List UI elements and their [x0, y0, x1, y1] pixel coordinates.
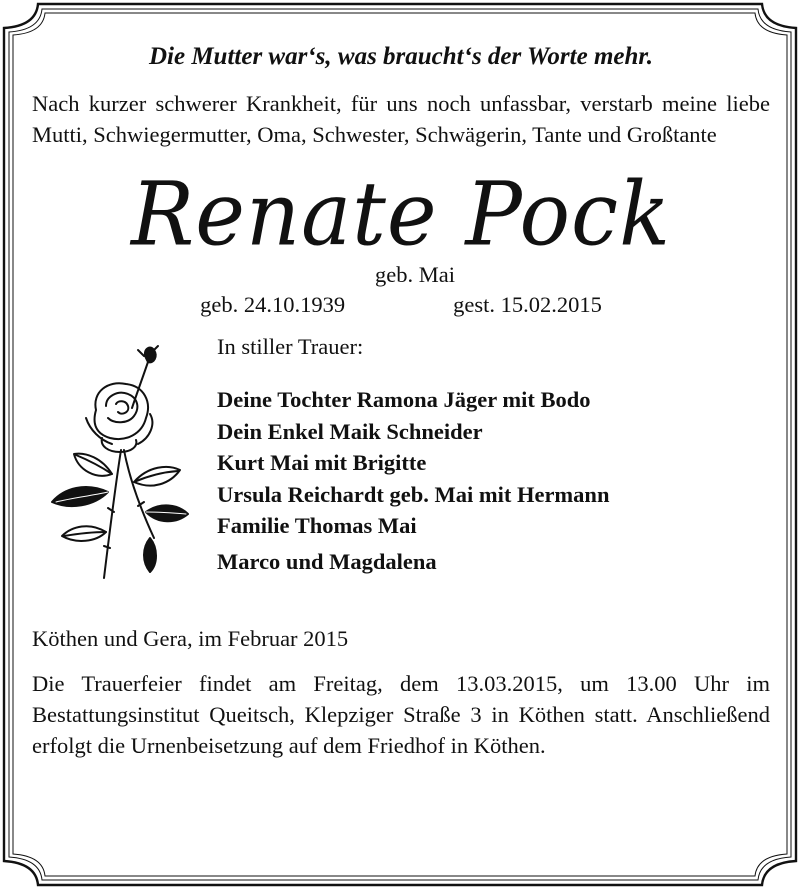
list-item: Dein Enkel Maik Schneider	[217, 418, 483, 444]
deceased-name: Renate Pock	[131, 162, 671, 266]
life-dates	[32, 290, 770, 320]
motto: Die Mutter war‘s, was braucht‘s der Worte mehr.	[148, 43, 653, 70]
mourners-list	[217, 384, 609, 577]
rose-icon	[46, 342, 196, 582]
birth-date: geb. 24.10.1939	[200, 292, 346, 317]
list-item: Ursula Reichardt geb. Mai mit Hermann	[217, 481, 610, 507]
list-item: Kurt Mai mit Brigitte	[217, 450, 427, 475]
list-item: Marco und Magdalena	[217, 548, 437, 574]
death-date: gest. 15.02.2015	[453, 292, 602, 317]
mourners-block	[217, 332, 609, 577]
place-and-date: Köthen und Gera, im Februar 2015	[32, 626, 349, 651]
funeral-service-text: Die Trauerfeier findet am Freitag, dem 13.03.2015, um 13.00 Uhr im Bestattungsinstitut Queitsch, Klepziger Straße 3 in Köthen statt. Anschließend erfolgt die Urnenbeisetzung auf dem Friedhof in Köthen.	[32, 671, 770, 758]
mourning-heading: In stiller Trauer:	[217, 334, 364, 359]
list-item: Familie Thomas Mai	[217, 513, 417, 538]
mourning-section	[32, 332, 770, 632]
intro-text: Nach kurzer schwerer Krankheit, für uns noch unfassbar, verstarb meine liebe Mutti, Schwiegermutter, Oma, Schwester, Schwägerin, Tante und Großtante	[32, 91, 770, 147]
obituary-content	[32, 42, 770, 761]
list-item: Deine Tochter Ramona Jäger mit Bodo	[217, 387, 591, 412]
maiden-name: geb. Mai	[375, 262, 455, 287]
